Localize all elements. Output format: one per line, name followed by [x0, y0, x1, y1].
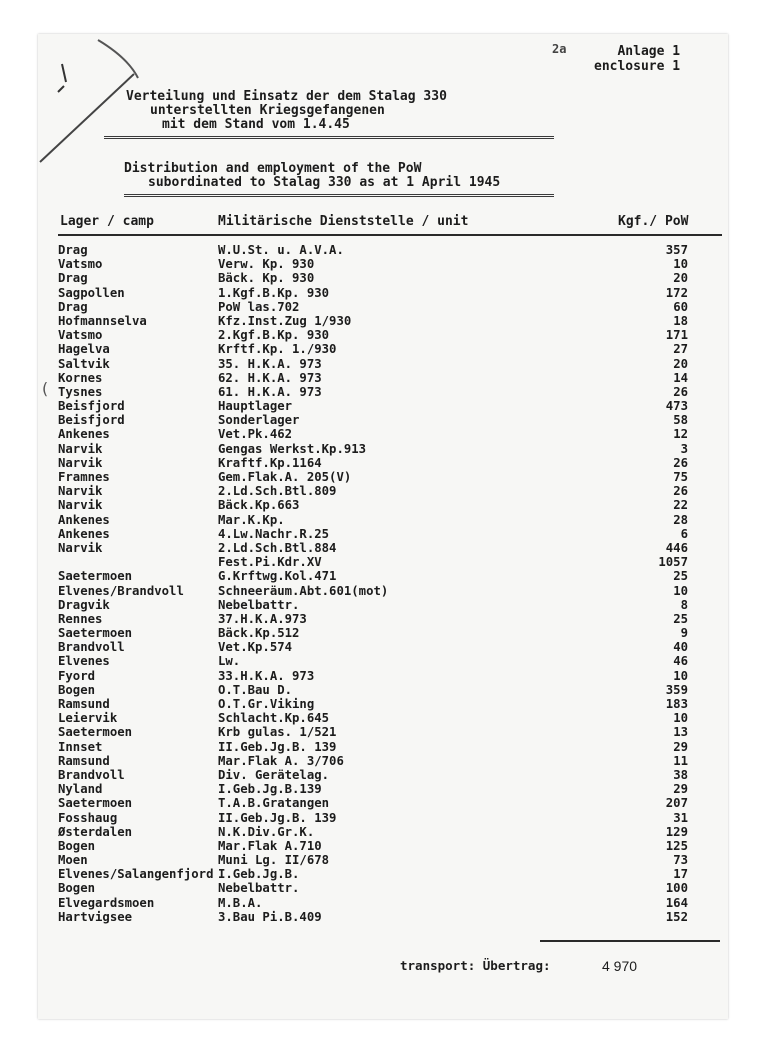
pow-count-cell: 207 [665, 796, 688, 811]
unit-cell: Bäck. Kp. 930 [218, 271, 315, 286]
camp-cell: Drag [58, 243, 88, 257]
camp-cell: Tysnes [58, 384, 103, 399]
annex-label-de: Anlage 1 [617, 44, 681, 59]
pow-count-cell: 25 [673, 569, 688, 584]
pow-count-cell: 26 [673, 384, 688, 399]
pow-count-cell: 14 [673, 370, 688, 385]
camp-cell: Framnes [58, 470, 110, 484]
unit-cell: Mar.K.Kp. [218, 512, 285, 527]
title-en-underline [124, 194, 554, 197]
table-row [58, 654, 688, 668]
camp-cell: Saetermoen [58, 569, 133, 584]
camp-cell: Saetermoen [58, 725, 133, 740]
pow-count-cell: 73 [673, 853, 688, 868]
unit-cell: 35. H.K.A. 973 [218, 356, 322, 371]
annex-label-en: enclosure 1 [594, 59, 681, 74]
pow-count-cell: 359 [665, 682, 688, 697]
pow-count-cell: 10 [673, 711, 688, 726]
title-de-line-3: mit dem Stand vom 1.4.45 [162, 117, 350, 132]
unit-cell: M.B.A. [218, 895, 263, 910]
unit-cell: O.T.Gr.Viking [218, 697, 315, 711]
table-row [58, 342, 688, 356]
pow-count-cell: 29 [673, 739, 688, 754]
camp-cell: Nyland [58, 782, 103, 797]
table-row [58, 399, 688, 413]
table-row [58, 271, 688, 285]
camp-cell: Elvenes/Brandvoll [58, 583, 184, 598]
camp-cell: Ramsund [58, 697, 110, 711]
camp-cell: Saetermoen [58, 626, 133, 641]
table-row [58, 555, 688, 569]
pow-count-cell: 18 [673, 313, 688, 328]
camp-cell: Beisfjord [58, 399, 125, 414]
pow-count-cell: 6 [680, 526, 688, 541]
camp-cell: Elvenes/Salangenfjord [58, 867, 214, 882]
unit-cell: Gem.Flak.A. 205(V) [218, 470, 352, 484]
camp-cell: Vatsmo [58, 328, 103, 343]
camp-cell: Ramsund [58, 753, 110, 768]
camp-cell: Hartvigsee [58, 909, 133, 924]
camp-cell: Drag [58, 299, 88, 314]
unit-cell: Krb gulas. 1/521 [218, 725, 337, 740]
table-row [58, 257, 688, 271]
unit-cell: G.Krftwg.Kol.471 [218, 569, 337, 584]
camp-cell: Elvenes [58, 654, 110, 669]
camp-cell: Drag [58, 271, 88, 286]
pow-count-cell: 26 [673, 455, 688, 470]
table-row [58, 357, 688, 371]
pow-count-cell: 10 [673, 583, 688, 598]
pow-count-cell: 38 [673, 767, 688, 782]
table-row [58, 754, 688, 768]
unit-cell: Kraftf.Kp.1164 [218, 455, 322, 470]
camp-cell: Moen [58, 853, 88, 868]
pow-count-cell: 164 [665, 895, 688, 910]
table-row [58, 498, 688, 512]
header-rule [58, 234, 722, 236]
pow-count-cell: 28 [673, 512, 688, 527]
unit-cell: 37.H.K.A.973 [218, 611, 307, 626]
unit-cell: O.T.Bau D. [218, 682, 293, 697]
table-row [58, 896, 688, 910]
camp-cell: Narvik [58, 455, 103, 470]
table-row [58, 456, 688, 470]
camp-cell: Ankenes [58, 512, 110, 527]
unit-cell: N.K.Div.Gr.K. [218, 824, 315, 839]
table-row [58, 853, 688, 867]
camp-cell: Ankenes [58, 427, 110, 442]
transport-label: transport: Übertrag: [400, 958, 551, 973]
pow-count-cell: 125 [665, 838, 688, 853]
transport-total: 4 970 [602, 958, 638, 974]
camp-cell: Leiervik [58, 711, 118, 726]
unit-cell: I.Geb.Jg.B.139 [218, 782, 322, 797]
pow-count-cell: 29 [673, 782, 688, 797]
pow-count-cell: 25 [673, 611, 688, 626]
table-row [58, 640, 688, 654]
pow-count-cell: 1057 [658, 555, 688, 570]
unit-cell: II.Geb.Jg.B. 139 [218, 810, 337, 825]
pow-count-cell: 10 [673, 257, 688, 272]
unit-cell: Verw. Kp. 930 [218, 257, 315, 272]
table-row [58, 612, 688, 626]
unit-cell: 62. H.K.A. 973 [218, 370, 322, 385]
pow-count-cell: 40 [673, 640, 688, 655]
camp-cell: Rennes [58, 611, 103, 626]
pow-count-cell: 3 [680, 441, 688, 456]
pow-count-cell: 171 [665, 328, 688, 343]
unit-cell: Fest.Pi.Kdr.XV [218, 555, 322, 570]
unit-cell: Nebelbattr. [218, 597, 300, 612]
table-row [58, 711, 688, 725]
table-row [58, 584, 688, 598]
title-en-line-1: Distribution and employment of the PoW [124, 161, 422, 176]
document-page [38, 34, 728, 1019]
camp-cell: Fosshaug [58, 810, 118, 825]
annex-label [594, 44, 680, 74]
unit-cell: PoW las.702 [218, 299, 300, 314]
unit-cell: Vet.Pk.462 [218, 427, 293, 442]
unit-cell: Gengas Werkst.Kp.913 [218, 441, 367, 456]
pow-count-cell: 46 [673, 654, 688, 669]
unit-cell: Mar.Flak A. 3/706 [218, 753, 344, 768]
unit-cell: 2.Kgf.B.Kp. 930 [218, 328, 330, 343]
page-mark: 2a [552, 42, 567, 56]
table-row [58, 839, 688, 853]
pow-count-cell: 27 [673, 342, 688, 357]
unit-cell: T.A.B.Gratangen [218, 796, 330, 811]
camp-cell: Beisfjord [58, 413, 125, 428]
table-row [58, 782, 688, 796]
pow-count-cell: 172 [665, 285, 688, 300]
pow-count-cell: 473 [665, 399, 688, 414]
unit-cell: Bäck.Kp.663 [218, 498, 300, 513]
camp-cell: Dragvik [58, 597, 110, 612]
unit-cell: W.U.St. u. A.V.A. [218, 243, 344, 257]
pow-count-cell: 58 [673, 413, 688, 428]
camp-cell: Bogen [58, 838, 96, 853]
pow-count-cell: 12 [673, 427, 688, 442]
table-row [58, 328, 688, 342]
unit-cell: Bäck.Kp.512 [218, 626, 300, 641]
table-row [58, 442, 688, 456]
unit-cell: 2.Ld.Sch.Btl.809 [218, 484, 337, 499]
table-row [58, 569, 688, 583]
camp-cell: Saetermoen [58, 796, 133, 811]
table-row [58, 371, 688, 385]
distribution-table [58, 243, 688, 924]
pow-count-cell: 22 [673, 498, 688, 513]
unit-cell: II.Geb.Jg.B. 139 [218, 739, 337, 754]
table-row [58, 768, 688, 782]
pow-count-cell: 60 [673, 299, 688, 314]
camp-cell: Elvegardsmoen [58, 895, 155, 910]
camp-cell: Sagpollen [58, 285, 125, 300]
table-row [58, 513, 688, 527]
unit-cell: 3.Bau Pi.B.409 [218, 909, 322, 924]
camp-cell: Hagelva [58, 342, 110, 357]
pow-count-cell: 20 [673, 356, 688, 371]
column-header-unit: Militärische Dienststelle / unit [218, 214, 469, 229]
camp-cell: Vatsmo [58, 257, 103, 272]
table-row [58, 626, 688, 640]
table-row [58, 385, 688, 399]
unit-cell: 33.H.K.A. 973 [218, 668, 315, 683]
table-row [58, 484, 688, 498]
unit-cell: Schlacht.Kp.645 [218, 711, 330, 726]
title-de-underline [104, 136, 554, 139]
unit-cell: Schneeräum.Abt.601(mot) [218, 583, 389, 598]
table-row [58, 669, 688, 683]
margin-bracket: ( [40, 379, 50, 398]
table-row [58, 413, 688, 427]
table-row [58, 811, 688, 825]
pow-count-cell: 13 [673, 725, 688, 740]
pow-count-cell: 446 [665, 540, 688, 555]
title-de-line-2: unterstellten Kriegsgefangenen [150, 103, 385, 118]
pow-count-cell: 8 [680, 597, 688, 612]
column-header-camp: Lager / camp [60, 214, 154, 229]
unit-cell: Div. Gerätelag. [218, 767, 330, 782]
pow-count-cell: 10 [673, 668, 688, 683]
pow-count-cell: 11 [673, 753, 688, 768]
unit-cell: Krftf.Kp. 1./930 [218, 342, 337, 357]
unit-cell: 61. H.K.A. 973 [218, 384, 322, 399]
pow-count-cell: 20 [673, 271, 688, 286]
table-row [58, 300, 688, 314]
camp-cell: Østerdalen [58, 824, 133, 839]
table-row [58, 910, 688, 924]
camp-cell: Narvik [58, 540, 103, 555]
title-en-line-2: subordinated to Stalag 330 as at 1 April 1945 [148, 175, 501, 190]
unit-cell: Lw. [218, 654, 241, 669]
camp-cell: Narvik [58, 498, 103, 513]
table-row [58, 314, 688, 328]
table-row [58, 427, 688, 441]
unit-cell: I.Geb.Jg.B. [218, 867, 300, 882]
column-header-pow: Kgf./ PoW [618, 214, 689, 229]
pow-count-cell: 75 [673, 470, 688, 484]
unit-cell: 1.Kgf.B.Kp. 930 [218, 285, 330, 300]
camp-cell: Brandvoll [58, 640, 125, 655]
table-row [58, 881, 688, 895]
table-row [58, 541, 688, 555]
table-row [58, 740, 688, 754]
table-row [58, 243, 688, 257]
camp-cell: Saltvik [58, 356, 110, 371]
table-row [58, 286, 688, 300]
camp-cell: Fyord [58, 668, 96, 683]
camp-cell: Innset [58, 739, 103, 754]
pow-count-cell: 9 [680, 626, 688, 641]
pow-count-cell: 129 [665, 824, 688, 839]
unit-cell: Sonderlager [218, 413, 300, 428]
camp-cell: Bogen [58, 682, 96, 697]
pow-count-cell: 26 [673, 484, 688, 499]
table-row [58, 470, 688, 484]
table-row [58, 683, 688, 697]
unit-cell: Mar.Flak A.710 [218, 838, 322, 853]
camp-cell: Ankenes [58, 526, 110, 541]
table-row [58, 697, 688, 711]
table-row [58, 725, 688, 739]
unit-cell: Muni Lg. II/678 [218, 853, 330, 868]
pow-count-cell: 152 [665, 909, 688, 924]
pow-count-cell: 17 [673, 867, 688, 882]
pow-count-cell: 31 [673, 810, 688, 825]
camp-cell: Hofmannselva [58, 313, 147, 328]
title-de-line-1: Verteilung und Einsatz der dem Stalag 330 [126, 89, 447, 104]
table-row [58, 796, 688, 810]
pow-count-cell: 183 [665, 697, 688, 711]
unit-cell: Hauptlager [218, 399, 293, 414]
camp-cell: Brandvoll [58, 767, 125, 782]
unit-cell: 4.Lw.Nachr.R.25 [218, 526, 330, 541]
unit-cell: Nebelbattr. [218, 881, 300, 896]
unit-cell: Kfz.Inst.Zug 1/930 [218, 313, 352, 328]
camp-cell: Narvik [58, 441, 103, 456]
table-row [58, 867, 688, 881]
pow-count-cell: 357 [665, 243, 688, 257]
unit-cell: 2.Ld.Sch.Btl.884 [218, 540, 337, 555]
table-row [58, 598, 688, 612]
table-row [58, 527, 688, 541]
table-row [58, 825, 688, 839]
pow-count-cell: 100 [665, 881, 688, 896]
unit-cell: Vet.Kp.574 [218, 640, 293, 655]
total-rule [540, 940, 720, 942]
camp-cell: Narvik [58, 484, 103, 499]
camp-cell: Bogen [58, 881, 96, 896]
camp-cell: Kornes [58, 370, 103, 385]
